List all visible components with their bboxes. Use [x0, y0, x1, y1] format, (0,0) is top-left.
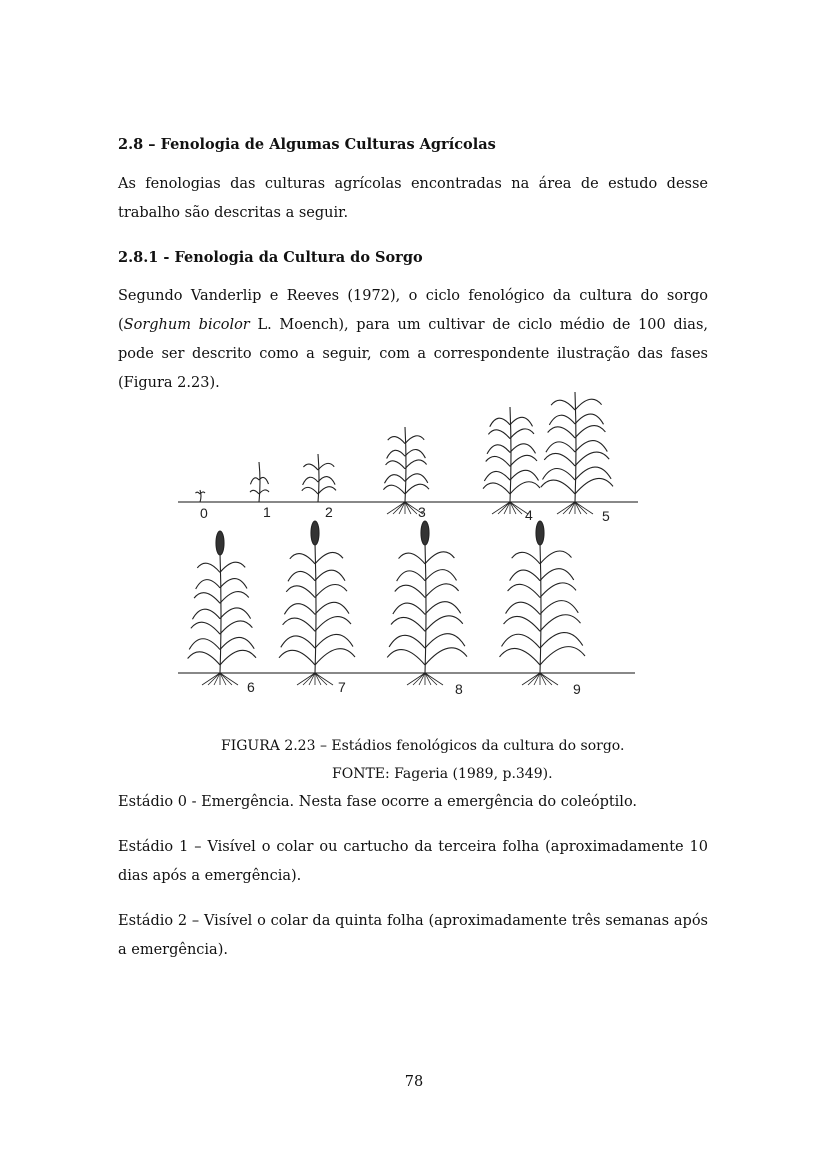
panicle	[536, 521, 544, 545]
plant-stem	[200, 490, 201, 502]
plant-leaf	[279, 650, 315, 665]
stage-label: 3	[418, 504, 426, 520]
sorghum-plant	[483, 407, 540, 514]
plant-leaf	[405, 436, 424, 444]
plant-leaf	[425, 552, 454, 564]
plant-leaf	[391, 617, 425, 631]
panicle	[421, 521, 429, 545]
stage-0-text: Estádio 0 - Emergência. Nesta fase ocorre a emergência do coleóptilo.	[118, 794, 638, 810]
plant-leaf	[220, 650, 256, 665]
subsection-heading: 2.8.1 - Fenologia da Cultura do Sorgo	[118, 249, 423, 266]
plant-leaf	[575, 414, 604, 424]
plant-leaf	[197, 563, 220, 572]
page-number: 78	[404, 1074, 424, 1090]
stage-label: 5	[602, 508, 610, 524]
plant-leaf	[283, 618, 315, 631]
plant-leaf	[551, 400, 575, 410]
stage-label: 0	[200, 505, 208, 521]
plant-leaf	[303, 464, 318, 470]
plant-leaf	[506, 602, 540, 614]
plant-leaf	[318, 463, 334, 470]
plant-leaf	[425, 570, 457, 581]
plant-leaf	[284, 604, 315, 615]
stage-labels	[200, 504, 610, 697]
plant-leaf	[196, 580, 220, 589]
plant-leaf	[281, 636, 315, 648]
stage-1-text: Estádio 1 – Visível o colar ou cartucho da terceira folha (aproximadamente 10 dias após a emergência).	[118, 839, 708, 884]
plant-leaf	[549, 415, 575, 425]
plant-leaf	[315, 634, 353, 648]
plant-leaf	[540, 647, 585, 665]
plant-leaf	[575, 467, 611, 480]
plant-leaf	[220, 621, 252, 634]
plant-leaf	[510, 444, 536, 454]
plant-leaf	[315, 570, 345, 581]
stage-label: 9	[573, 681, 581, 697]
plant-leaf	[405, 484, 429, 494]
plant-leaf	[512, 552, 540, 564]
plant-root	[510, 502, 522, 514]
sorghum-plant	[500, 521, 586, 685]
plant-leaf	[575, 452, 609, 466]
sorghum-plant	[387, 521, 467, 685]
stage-label: 8	[455, 681, 463, 697]
plant-leaf	[196, 492, 201, 494]
plant-leaf	[500, 648, 541, 665]
plant-leaf	[250, 478, 259, 484]
plant-leaf	[508, 584, 540, 597]
plant-leaf	[189, 639, 220, 650]
plant-leaf	[502, 634, 540, 648]
species-name: Sorghum bicolor	[123, 317, 250, 333]
stage-label: 4	[525, 507, 533, 523]
plant-leaf	[315, 617, 351, 632]
plant-leaf	[315, 585, 347, 598]
plant-leaf	[384, 475, 405, 484]
plant-leaf	[483, 483, 510, 494]
plant-leaf	[425, 584, 459, 598]
plant-leaf	[194, 593, 220, 604]
plant-leaf	[484, 471, 510, 481]
plant-leaf	[540, 633, 583, 649]
plant-leaf	[405, 474, 428, 483]
plant-leaf	[487, 445, 510, 454]
plant-leaf	[191, 622, 220, 634]
plant-leaf	[540, 583, 576, 598]
plant-leaf	[286, 586, 315, 598]
figure-caption: FIGURA 2.23 – Estádios fenológicos da cultura do sorgo.	[221, 738, 625, 754]
plant-leaf	[188, 652, 220, 665]
plant-leaf	[315, 649, 355, 665]
plant-leaf	[399, 553, 425, 564]
plant-leaf	[425, 634, 465, 648]
plant-leaf	[405, 450, 425, 459]
plant-leaf	[393, 603, 425, 614]
plant-stem	[318, 454, 319, 502]
plant-leaf	[250, 490, 259, 494]
plant-leaf	[540, 615, 581, 632]
plant-leaf	[510, 482, 540, 494]
plant-stem	[510, 407, 511, 502]
plant-leaf	[290, 554, 315, 564]
plant-leaf	[318, 487, 336, 494]
plant-leaf	[315, 552, 343, 563]
stage-label: 1	[263, 504, 271, 520]
paragraph-text-start: Segundo Vanderlip e Reeves (1972), o ciclo fenológico da cultura do sorgo (	[118, 288, 708, 333]
plant-leaf	[540, 551, 572, 564]
plant-leaf	[302, 487, 318, 494]
plant-leaf	[548, 427, 575, 438]
plant-leaf	[315, 602, 349, 614]
plant-root	[208, 673, 220, 685]
plant-leaf	[387, 650, 425, 665]
plant-root	[498, 502, 510, 514]
plant-leaf	[575, 426, 605, 438]
plant-leaf	[510, 470, 539, 480]
plant-leaf	[540, 569, 574, 581]
stage-label: 2	[325, 504, 333, 520]
plant-leaf	[220, 637, 254, 649]
plant-leaf	[425, 602, 461, 615]
sorghum-plant	[279, 521, 355, 685]
plant-leaf	[220, 592, 249, 604]
paragraph-text-end: L. Moench), para um cultivar de ciclo médio de 100 dias, pode ser descrito como a seguir, com a correspondente ilustração das fases (Figura 2.23).	[118, 317, 709, 391]
plant-leaf	[486, 456, 510, 466]
plant-leaf	[388, 437, 405, 444]
plant-leaf	[303, 477, 318, 485]
plant-leaf	[510, 570, 540, 581]
section-intro: As fenologias das culturas agrícolas encontradas na área de estudo desse trabalho são descritas a seguir.	[118, 176, 708, 221]
plant-root	[220, 673, 232, 685]
sorghum-plant	[541, 392, 613, 514]
plant-root	[405, 502, 417, 514]
plant-leaf	[318, 477, 335, 485]
plant-root	[540, 673, 552, 685]
section-heading: 2.8 – Fenologia de Algumas Culturas Agrícolas	[118, 136, 496, 153]
plant-root	[393, 502, 405, 514]
plant-leaf	[510, 455, 537, 466]
plant-leaf	[504, 616, 540, 631]
panicle	[216, 531, 224, 555]
plant-leaf	[425, 616, 463, 631]
plant-leaf	[510, 429, 534, 439]
plant-leaf	[192, 609, 220, 619]
stage-label: 6	[247, 679, 255, 695]
plant-leaf	[383, 485, 405, 494]
plant-drawings	[188, 392, 613, 685]
plant-root	[425, 673, 437, 685]
plant-root	[303, 673, 315, 685]
plant-leaf	[387, 450, 405, 458]
plant-leaf	[546, 442, 575, 452]
plant-leaf	[543, 469, 575, 480]
stage-label: 7	[338, 679, 346, 695]
plant-leaf	[288, 571, 315, 581]
plant-leaf	[490, 418, 510, 427]
sorghum-plant	[250, 462, 269, 502]
sorghum-plant	[188, 531, 256, 685]
plant-root	[575, 502, 587, 514]
plant-root	[413, 673, 425, 685]
plant-stem	[405, 427, 406, 502]
plant-leaf	[488, 430, 510, 439]
plant-leaf	[397, 571, 425, 581]
sorghum-plant	[196, 490, 206, 502]
plant-leaf	[540, 601, 578, 615]
plant-leaf	[220, 562, 245, 572]
plant-leaf	[575, 399, 602, 410]
plant-leaf	[395, 585, 425, 597]
plant-root	[563, 502, 575, 514]
figure-source: FONTE: Fageria (1989, p.349).	[332, 766, 553, 782]
sorghum-plant	[302, 454, 336, 502]
plant-leaf	[575, 478, 613, 494]
sorghum-stages-figure	[160, 380, 640, 710]
plant-leaf	[389, 635, 425, 648]
stage-2-text: Estádio 2 – Visível o colar da quinta folha (aproximadamente três semanas após a emergência).	[118, 913, 708, 958]
plant-leaf	[510, 417, 533, 426]
plant-leaf	[220, 579, 247, 589]
plant-leaf	[405, 460, 427, 469]
plant-leaf	[220, 608, 251, 619]
plant-leaf	[541, 480, 575, 494]
plant-leaf	[259, 490, 269, 494]
plant-root	[315, 673, 327, 685]
sorghum-plant	[383, 427, 429, 514]
plant-leaf	[575, 441, 607, 452]
plant-leaf	[544, 453, 575, 466]
panicle	[311, 521, 319, 545]
plant-root	[528, 673, 540, 685]
plant-stem	[259, 462, 260, 502]
plant-leaf	[386, 461, 405, 469]
plant-leaf	[425, 648, 467, 665]
